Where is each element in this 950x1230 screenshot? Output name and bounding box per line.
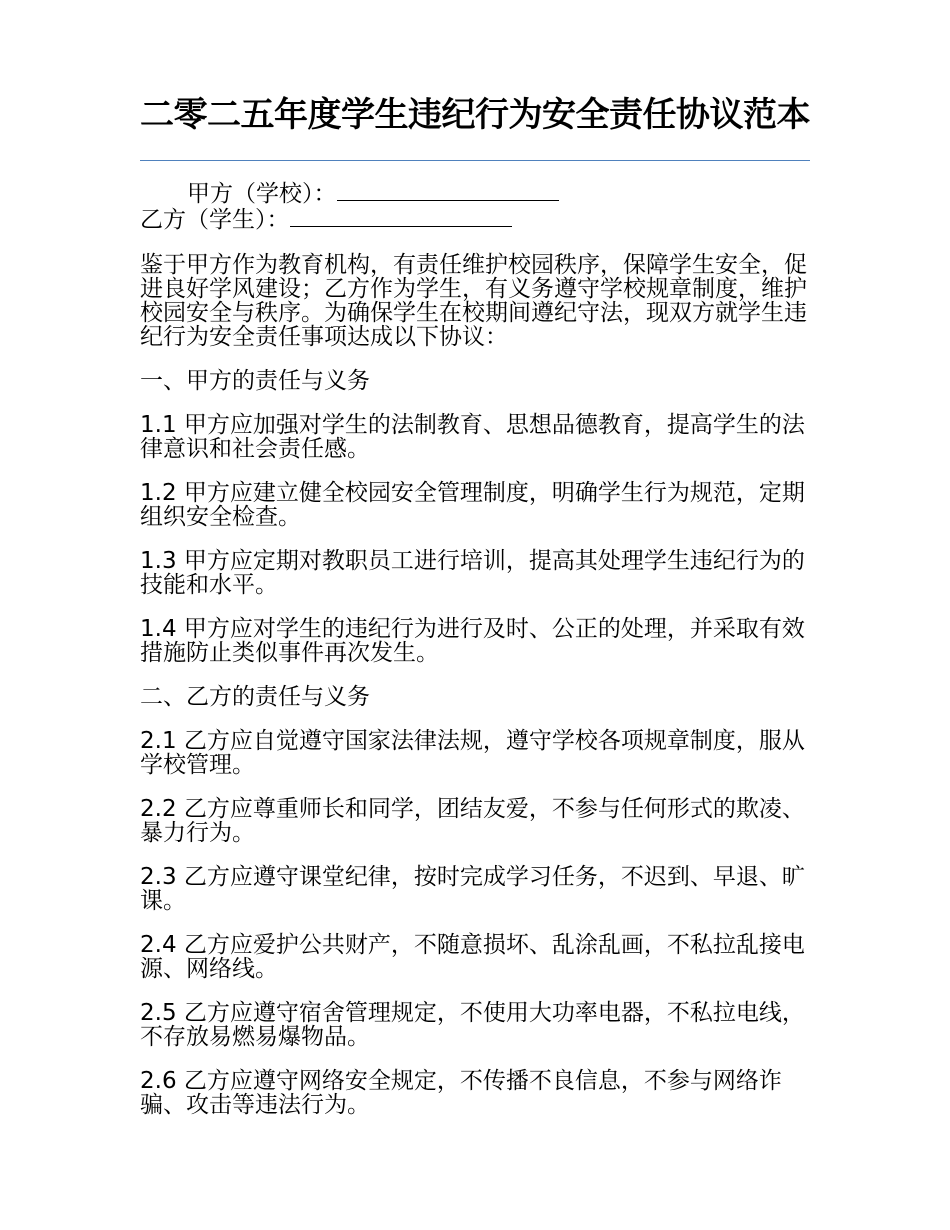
document-title: 二零二五年度学生违纪行为安全责任协议范本: [140, 95, 810, 135]
clause-2-3: 2.3 乙方应遵守课堂纪律，按时完成学习任务，不迟到、早退、旷课。: [140, 864, 805, 914]
clause-1-2: 1.2 甲方应建立健全校园安全管理制度，明确学生行为规范，定期组织安全检查。: [140, 480, 805, 530]
clause-2-6: 2.6 乙方应遵守网络安全规定，不传播不良信息，不参与网络诈骗、攻击等违法行为。: [140, 1068, 782, 1118]
section-1-heading: 一、甲方的责任与义务: [140, 368, 370, 394]
clause-2-4: 2.4 乙方应爱护公共财产，不随意损坏、乱涂乱画，不私拉乱接电源、网络线。: [140, 932, 805, 982]
party-b-line: [140, 206, 812, 232]
document-body: [140, 180, 812, 1117]
clause-1-3: 1.3 甲方应定期对教职员工进行培训，提高其处理学生违纪行为的技能和水平。: [140, 548, 805, 598]
party-a-blank: [337, 180, 559, 201]
intro-paragraph: 鉴于甲方作为教育机构，有责任维护校园秩序，保障学生安全，促进良好学风建设；乙方作为学生，有义务遵守学校规章制度，维护校园安全与秩序。为确保学生在校期间遵纪守法，现双方就学生违纪行为安全责任事项达成以下协议：: [140, 252, 807, 350]
clause-1-4: 1.4 甲方应对学生的违纪行为进行及时、公正的处理，并采取有效措施防止类似事件再次发生。: [140, 616, 805, 666]
clause-1-1: 1.1 甲方应加强对学生的法制教育、思想品德教育，提高学生的法律意识和社会责任感。: [140, 412, 805, 462]
title-underline: [140, 160, 810, 161]
party-a-label: 甲方（学校）：: [187, 181, 337, 207]
party-b-blank: [290, 206, 512, 227]
section-2-heading: 二、乙方的责任与义务: [140, 684, 370, 710]
party-b-label: 乙方（学生）：: [140, 207, 290, 233]
party-a-line: [140, 180, 812, 206]
clause-2-2: 2.2 乙方应尊重师长和同学，团结友爱，不参与任何形式的欺凌、暴力行为。: [140, 796, 805, 846]
clause-2-5: 2.5 乙方应遵守宿舍管理规定，不使用大功率电器，不私拉电线，不存放易燃易爆物品。: [140, 1000, 805, 1050]
clause-2-1: 2.1 乙方应自觉遵守国家法律法规，遵守学校各项规章制度，服从学校管理。: [140, 728, 805, 778]
